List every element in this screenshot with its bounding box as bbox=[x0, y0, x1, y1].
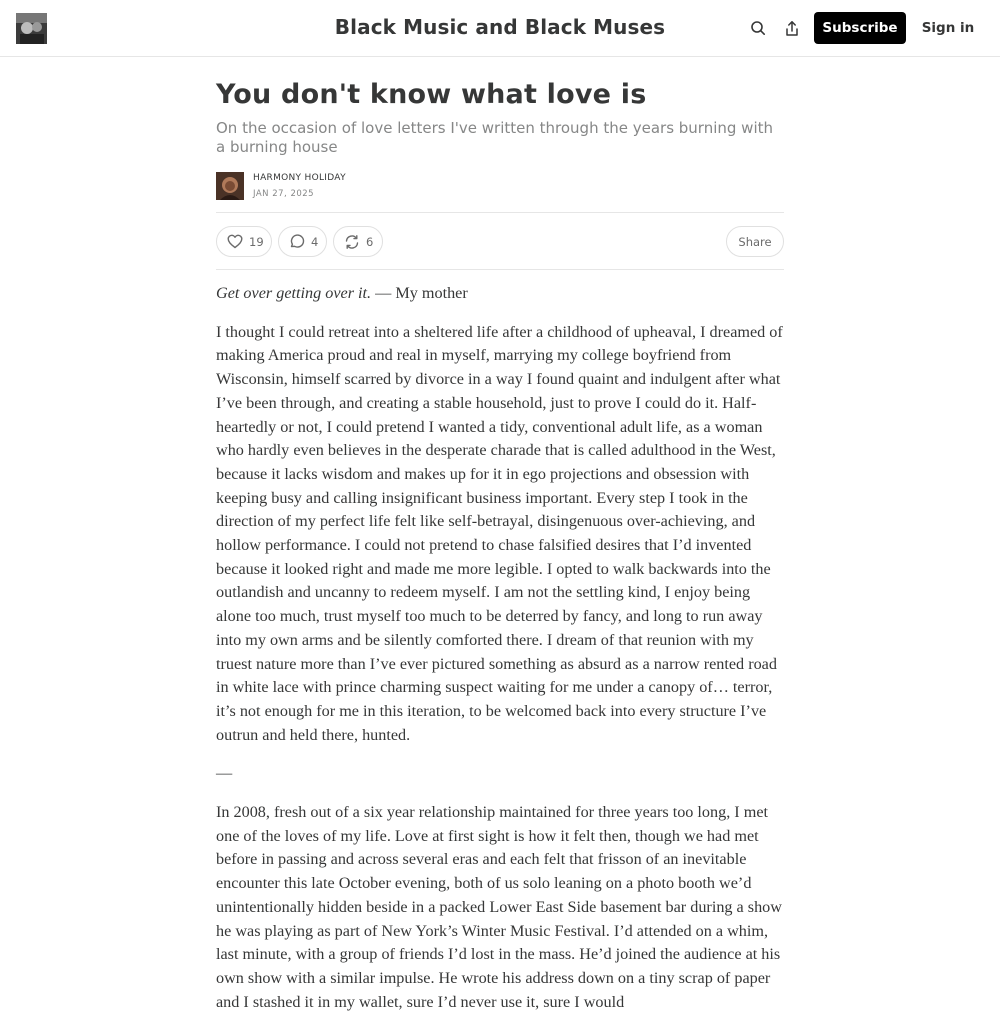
search-icon bbox=[750, 20, 766, 36]
publication-title-link[interactable]: Black Music and Black Muses bbox=[334, 15, 666, 39]
heart-icon bbox=[227, 234, 243, 249]
epigraph-quote: Get over getting over it. bbox=[216, 284, 372, 302]
paragraph-1: I thought I could retreat into a sheltered life after a childhood of upheaval, I dreamed of making America proud and real in myself, marrying my college boyfriend from Wisconsin, himself scarred by divorce in a way I found quaint and indulgent after what I’ve been through, and creating a stable household, just to prove I could do it. Half-heartedly or not, I could pretend I wanted a tidy, conventional adult life, as a woman who hardly even believes in the desperate charade that is called adulthood in the West, because it lacks wisdom and makes up for it in ego projections and obsession with keeping busy and calling insignificant business important. Every step I took in the direction of my perfect life felt like self-betrayal, disingenuous over-achieving, and hollow performance. I could not pretend to chase falsified desires that I’d invented because it looked right and made me more legible. I opted to walk backwards into the outlandish and uncanny to redeem myself. I am not the settling kind, I enjoy being alone too much, trust myself too much to be deterred by fancy, and long to run away into my own arms and be silently comforted there. I dream of that reunion with my truest nature more than I’ve ever pictured something as absurd as a narrow rented road in white lace with prince charming suspect waiting for me under a canopy of… terror, it’s not enough for me in this iteration, to be welcomed back into every structure I’ve outrun and held there, hunted. bbox=[216, 322, 783, 744]
paragraph-2: In 2008, fresh out of a six year relationship maintained for three years too long, I met one of the loves of my life. Love at first sight is how it felt then, though we had met before in passing and across several eras and each felt that frisson of an inevitable encounter this late October evening, both of us solo leaning on a photo booth we’d unintentionally hidden beside in a packed Lower East Side basement bar during a show he was playing as part of New York’s Winter Music Festival. I’d attended on a whim, last minute, with a group of friends I’d lost in the mass. He’d joined the audience at his own show with a similar impulse. He wrote his address down on a tiny scrap of paper and I stashed it in my wallet, sure I’d never use it, sure I would bbox=[216, 803, 782, 1011]
post-action-bar bbox=[216, 212, 784, 270]
post-date: JAN 27, 2025 bbox=[253, 189, 315, 199]
author-avatar[interactable] bbox=[216, 172, 244, 200]
post-subtitle: On the occasion of love letters I've written through the years burning with a burning house bbox=[216, 119, 773, 156]
comment-button[interactable] bbox=[278, 226, 327, 257]
comment-count: 4 bbox=[311, 234, 319, 249]
byline bbox=[216, 172, 784, 202]
share-icon bbox=[784, 20, 800, 37]
epigraph bbox=[216, 282, 788, 306]
restack-icon bbox=[344, 234, 360, 250]
post-header bbox=[216, 78, 784, 202]
top-bar bbox=[0, 0, 1000, 57]
like-button[interactable] bbox=[216, 226, 272, 257]
post-title: You don't know what love is bbox=[216, 79, 647, 110]
post-body bbox=[216, 282, 788, 1029]
like-count: 19 bbox=[249, 234, 264, 249]
restack-count: 6 bbox=[366, 234, 374, 249]
share-button[interactable]: Share bbox=[726, 226, 784, 257]
epigraph-attribution: — My mother bbox=[371, 284, 468, 302]
author-name[interactable]: HARMONY HOLIDAY bbox=[253, 173, 346, 183]
subscribe-button[interactable]: Subscribe bbox=[814, 12, 906, 44]
comment-icon bbox=[289, 234, 305, 250]
section-divider: — bbox=[216, 764, 233, 783]
restack-button[interactable] bbox=[333, 226, 383, 257]
sign-in-button[interactable]: Sign in bbox=[921, 20, 975, 36]
share-button-top[interactable] bbox=[781, 17, 803, 39]
search-button[interactable] bbox=[747, 17, 769, 39]
